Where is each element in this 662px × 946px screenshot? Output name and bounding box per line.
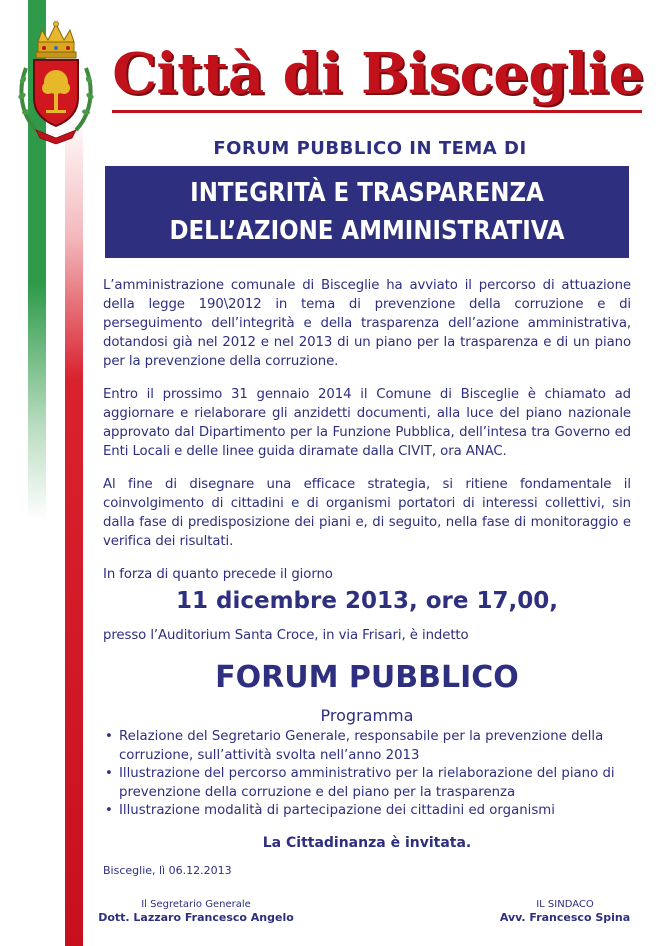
secretary-name: Dott. Lazzaro Francesco Angelo bbox=[98, 911, 294, 924]
list-item: • Illustrazione del percorso amministrativo per la rielaborazione del piano di prevenzione della corruzione e del piano per la trasparenza bbox=[103, 765, 631, 802]
crown-icon bbox=[36, 22, 76, 59]
programme-heading: Programma bbox=[320, 706, 414, 725]
banner-line-2: DELL’AZIONE AMMINISTRATIVA bbox=[169, 216, 565, 246]
mayor-name: Avv. Francesco Spina bbox=[499, 911, 631, 924]
city-title: Città di Bisceglie bbox=[112, 41, 644, 107]
list-item: • Relazione del Segretario Generale, responsabile per la prevenzione della corruzione, sull’attività svolta nell’anno 2013 bbox=[103, 728, 631, 765]
forum-intro-heading: FORUM PUBBLICO IN TEMA DI bbox=[213, 138, 527, 159]
paragraph-deadline: Entro il prossimo 31 gennaio 2014 il Comune di Bisceglie è chiamato ad aggiornare e rielaborare gli anzidetti documenti, alla luce del piano nazionale approvato dal Dipartimento per la Funzione Pubblica, dell’intesa tra Governo ed Enti Locali e delle linee guida diramate dalla CIVIT, ora ANAC. bbox=[103, 387, 631, 459]
place-and-date: Bisceglie, lì 06.12.2013 bbox=[103, 864, 232, 877]
event-venue: presso l’Auditorium Santa Croce, in via Frisari, è indetto bbox=[103, 628, 469, 643]
paragraph-strategy: Al fine di disegnare una efficace strategia, si ritiene fondamentale il coinvolgimento di cittadini e di organismi portatori di interessi collettivi, sin dalla fase di predisposizione dei piani e, di seguito, nella fase di monitoraggio e verifica dei risultati. bbox=[103, 477, 631, 549]
signature-secretary bbox=[86, 898, 306, 925]
coat-of-arms-icon bbox=[14, 18, 98, 148]
signature-mayor bbox=[470, 898, 660, 925]
banner-line-1: INTEGRITÀ E TRASPARENZA bbox=[190, 178, 544, 208]
invitation-line: La Cittadinanza è invitata. bbox=[262, 835, 472, 851]
paragraph-intro: L’amministrazione comunale di Bisceglie ha avviato il percorso di attuazione della legge 190\2012 in tema di prevenzione della corruzione e di perseguimento dell’integrità e della trasparenza dell’azione amministrativa, dotandosi già nel 2012 e nel 2013 di un piano per la trasparenza e di un piano per la prevenzione della corruzione. bbox=[103, 278, 631, 369]
mayor-role: IL SINDACO bbox=[536, 899, 594, 910]
paragraph-lead-in: In forza di quanto precede il giorno bbox=[103, 567, 333, 582]
forum-title: FORUM PUBBLICO bbox=[215, 660, 519, 695]
secretary-role: Il Segretario Generale bbox=[141, 899, 251, 910]
title-divider bbox=[112, 110, 642, 113]
event-date: 11 dicembre 2013, ore 17,00, bbox=[176, 588, 558, 614]
programme-list bbox=[103, 728, 631, 821]
topic-banner bbox=[105, 166, 629, 258]
list-item: • Illustrazione modalità di partecipazione dei cittadini ed organismi bbox=[103, 802, 631, 821]
